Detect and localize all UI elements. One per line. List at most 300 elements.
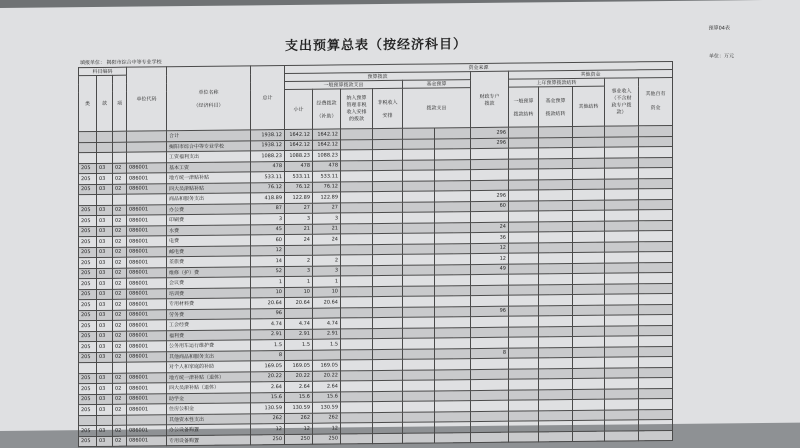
unit-code-cell: 086001 <box>127 236 167 247</box>
subtotal-cell <box>285 245 313 256</box>
unit-name-cell: 地方统一津贴补贴 <box>167 172 251 183</box>
subtotal-cell: 24 <box>285 234 313 245</box>
fund-budget2-cell <box>539 242 573 253</box>
unit-code-cell: 086001 <box>127 404 167 415</box>
header-xiang: 项 <box>113 75 127 131</box>
fund-expense-cell <box>435 275 471 286</box>
subtotal-cell <box>285 350 313 361</box>
unit-name-cell: 办公设备购置 <box>167 424 251 435</box>
unit-name-cell: 办公费 <box>167 203 251 214</box>
total-cell: 12 <box>251 424 285 435</box>
xiang-cell <box>113 152 127 163</box>
unit-code-cell <box>127 141 167 152</box>
header-fund-budget2 <box>539 87 573 127</box>
total-cell: 20.22 <box>251 371 285 382</box>
income-included-cell <box>341 318 373 329</box>
fund-budget-cell <box>403 180 435 191</box>
kuan-cell: 03 <box>97 310 113 321</box>
header-nontax-other <box>373 88 403 128</box>
fiscal-special-cell <box>471 337 509 348</box>
regular-funds-cell: 533.11 <box>313 171 341 182</box>
reporting-unit-value: 揭阳市综合中等专业学校 <box>106 59 162 66</box>
nontax-cell <box>373 370 403 381</box>
fund-expense-cell <box>435 338 471 349</box>
other-income-cell <box>639 346 673 357</box>
fiscal-special-cell <box>471 411 509 422</box>
unit-name-cell: 基本工资 <box>167 161 251 172</box>
fund-expense-cell <box>435 170 471 181</box>
xiang-cell: 02 <box>113 257 127 268</box>
income-included-cell <box>341 181 373 192</box>
business-income-cell <box>605 157 639 168</box>
total-cell: 8 <box>251 350 285 361</box>
other-balance-cell <box>573 137 605 148</box>
fiscal-special-cell <box>471 379 509 390</box>
fund-budget-cell <box>403 275 435 286</box>
income-included-cell <box>341 223 373 234</box>
fund-budget2-cell <box>539 200 573 211</box>
xiang-cell: 02 <box>113 373 127 384</box>
kuan-cell: 03 <box>97 236 113 247</box>
unit-code-cell: 086001 <box>127 309 167 320</box>
nontax-cell <box>373 401 403 412</box>
header-fund-expense: 拨款支出 <box>403 88 471 129</box>
other-income-cell <box>639 251 673 262</box>
fund-budget2-cell <box>539 295 573 306</box>
other-income-cell <box>639 157 673 168</box>
nontax-cell <box>373 244 403 255</box>
fund-budget2-cell <box>539 158 573 169</box>
total-cell: 10 <box>251 287 285 298</box>
other-income-cell <box>639 262 673 273</box>
fund-budget2-cell <box>539 284 573 295</box>
business-income-cell <box>605 388 639 399</box>
fiscal-special-cell: 296 <box>471 127 509 138</box>
nontax-cell <box>373 170 403 181</box>
fund-budget-cell <box>403 359 435 370</box>
income-included-cell <box>341 286 373 297</box>
class-cell: 205 <box>79 278 97 289</box>
unit-name-cell: 水费 <box>167 224 251 235</box>
fiscal-special-cell: 12 <box>471 253 509 264</box>
class-cell: 205 <box>79 205 97 216</box>
fund-budget2-cell <box>539 316 573 327</box>
kuan-cell: 03 <box>97 436 113 447</box>
unit-name-cell: 对个人和家庭的补助 <box>167 361 251 372</box>
general-budget2-cell <box>509 400 539 411</box>
fund-budget-cell <box>403 306 435 317</box>
class-cell: 205 <box>79 425 97 436</box>
unit-code-cell <box>127 152 167 163</box>
fund-budget-cell <box>403 254 435 265</box>
nontax-cell <box>373 265 403 276</box>
general-budget2-cell <box>509 295 539 306</box>
total-cell: 1.5 <box>251 340 285 351</box>
income-included-cell <box>341 192 373 203</box>
subtotal-cell: 20.22 <box>285 371 313 382</box>
unit-name-cell: 邮电费 <box>167 245 251 256</box>
general-budget2-cell <box>509 368 539 379</box>
class-cell <box>79 415 97 426</box>
subtotal-cell: 2.91 <box>285 329 313 340</box>
header-all-funds: 资金来源 <box>285 61 673 73</box>
total-cell: 14 <box>251 256 285 267</box>
unit-code-cell: 086001 <box>127 330 167 341</box>
class-cell: 205 <box>79 404 97 415</box>
subtotal-cell: 1642.12 <box>285 140 313 151</box>
other-balance-cell <box>573 242 605 253</box>
business-income-cell <box>605 252 639 263</box>
business-income-cell <box>605 315 639 326</box>
xiang-cell: 02 <box>113 205 127 216</box>
unit-name-cell: 公务用车运行维护费 <box>167 340 251 351</box>
kuan-cell <box>97 194 113 205</box>
header-income-included <box>341 89 373 129</box>
other-balance-cell <box>573 158 605 169</box>
class-cell: 205 <box>79 394 97 405</box>
income-included-cell <box>341 433 373 444</box>
total-cell: 169.05 <box>251 361 285 372</box>
unit-code-cell: 086001 <box>127 320 167 331</box>
fiscal-special-cell <box>471 211 509 222</box>
unit-name-cell: 四大员津贴补贴 <box>167 182 251 193</box>
business-income-cell <box>605 241 639 252</box>
other-balance-cell <box>573 294 605 305</box>
other-income-cell <box>639 335 673 346</box>
unit-code-cell: 086001 <box>127 225 167 236</box>
regular-funds-cell: 20.22 <box>313 370 341 381</box>
regular-funds-cell: 122.89 <box>313 192 341 203</box>
nontax-cell <box>373 391 403 402</box>
subtotal-cell: 4.74 <box>285 318 313 329</box>
other-balance-cell <box>573 420 605 431</box>
fiscal-special-cell <box>471 400 509 411</box>
header-regular-funds-text: 经费拨款 <box>316 99 337 107</box>
fund-budget-cell <box>403 233 435 244</box>
header-other-income-2: 资金 <box>650 105 661 112</box>
xiang-cell: 02 <box>113 289 127 300</box>
fund-budget-cell <box>403 138 435 149</box>
header-fiscal-special-sub: 拨款 <box>484 100 495 107</box>
kuan-cell: 03 <box>97 268 113 279</box>
unit-code-cell: 086001 <box>127 215 167 226</box>
fund-budget-cell <box>403 170 435 181</box>
income-included-cell <box>341 349 373 360</box>
other-income-cell <box>639 146 673 157</box>
regular-funds-cell: 20.64 <box>313 297 341 308</box>
regular-funds-cell: 1088.23 <box>313 150 341 161</box>
xiang-cell <box>113 415 127 426</box>
other-balance-cell <box>573 305 605 316</box>
class-cell <box>79 362 97 373</box>
header-general-budget2-text: 一般预算 <box>513 97 534 105</box>
regular-funds-cell: 27 <box>313 202 341 213</box>
unit-name-cell: 住房公积金 <box>167 403 251 414</box>
class-cell: 205 <box>79 226 97 237</box>
unit-name-cell: 地方统一津补贴（退休） <box>167 371 251 382</box>
unit-code-cell: 086001 <box>127 162 167 173</box>
class-cell: 205 <box>79 289 97 300</box>
total-cell: 533.11 <box>251 172 285 183</box>
other-balance-cell <box>573 347 605 358</box>
subtotal-cell: 3 <box>285 213 313 224</box>
fiscal-special-cell: 96 <box>471 306 509 317</box>
other-balance-cell <box>573 410 605 421</box>
fund-expense-cell <box>435 191 471 202</box>
income-included-cell <box>341 265 373 276</box>
regular-funds-cell: 24 <box>313 234 341 245</box>
class-cell <box>79 142 97 153</box>
fund-expense-cell <box>435 411 471 422</box>
general-budget2-cell <box>509 169 539 180</box>
subtotal-cell: 169.05 <box>285 360 313 371</box>
fiscal-special-cell <box>471 169 509 180</box>
general-budget2-cell <box>509 137 539 148</box>
general-budget2-cell <box>509 347 539 358</box>
kuan-cell: 03 <box>97 215 113 226</box>
nontax-cell <box>373 233 403 244</box>
header-fiscal-special-text: 财政专户 <box>479 93 500 100</box>
income-included-cell <box>341 360 373 371</box>
unit-code-cell: 086001 <box>127 383 167 394</box>
other-income-cell <box>639 272 673 283</box>
kuan-cell: 03 <box>97 299 113 310</box>
header-other-balance: 其他结转 <box>573 86 605 126</box>
page-title: 支出预算总表（按经济科目） <box>285 37 468 55</box>
income-included-cell <box>341 423 373 434</box>
header-unit-code: 单位代码 <box>127 67 167 131</box>
other-income-cell <box>639 136 673 147</box>
unit-name-cell: 专用设备购置 <box>167 434 251 445</box>
kuan-cell: 03 <box>97 184 113 195</box>
unit-name-cell: 印刷费 <box>167 214 251 225</box>
regular-funds-cell: 1642.12 <box>313 129 341 140</box>
header-nontax-other-text: 非税收入 <box>377 99 398 106</box>
other-income-cell <box>639 283 673 294</box>
total-cell: 76.12 <box>251 182 285 193</box>
fund-expense-cell <box>435 296 471 307</box>
header-business-income-2: （不含财 <box>611 94 632 102</box>
business-income-cell <box>605 231 639 242</box>
header-general-budget: 一般预算拨款支出 <box>285 80 403 89</box>
nontax-cell <box>373 338 403 349</box>
business-income-cell <box>605 283 639 294</box>
xiang-cell: 02 <box>113 341 127 352</box>
subtotal-cell: 76.12 <box>285 182 313 193</box>
header-other-income <box>639 77 673 125</box>
budget-table <box>78 61 673 447</box>
class-cell: 205 <box>79 163 97 174</box>
business-income-cell <box>605 357 639 368</box>
total-cell: 1088.23 <box>251 151 285 162</box>
fund-budget-cell <box>403 191 435 202</box>
other-balance-cell <box>573 263 605 274</box>
total-cell: 2.91 <box>251 329 285 340</box>
fund-budget2-cell <box>539 337 573 348</box>
class-cell: 205 <box>79 310 97 321</box>
unit-code-cell: 086001 <box>127 393 167 404</box>
subtotal-cell: 1.5 <box>285 339 313 350</box>
unit-name-cell: 劳务费 <box>167 308 251 319</box>
total-cell: 250 <box>251 434 285 445</box>
other-balance-cell <box>573 389 605 400</box>
fund-expense-cell <box>435 128 471 139</box>
fund-expense-cell <box>435 264 471 275</box>
fund-expense-cell <box>435 432 471 443</box>
other-income-cell <box>639 199 673 210</box>
business-income-cell <box>605 304 639 315</box>
unit-code-cell: 086001 <box>127 341 167 352</box>
business-income-cell <box>605 409 639 420</box>
kuan-cell: 03 <box>97 289 113 300</box>
nontax-cell <box>373 149 403 160</box>
fund-expense-cell <box>435 201 471 212</box>
unit-name-cell: 四大员津补贴（退休） <box>167 382 251 393</box>
xiang-cell: 02 <box>113 236 127 247</box>
fiscal-special-cell: 8 <box>471 348 509 359</box>
fund-budget2-cell <box>539 263 573 274</box>
budget-table-body <box>79 125 673 446</box>
other-income-cell <box>639 409 673 420</box>
general-budget2-cell <box>509 326 539 337</box>
general-budget2-cell <box>509 263 539 274</box>
income-included-cell <box>341 307 373 318</box>
fiscal-special-cell <box>471 159 509 170</box>
general-budget2-cell <box>509 421 539 432</box>
fund-budget2-cell <box>539 410 573 421</box>
kuan-cell: 03 <box>97 373 113 384</box>
total-cell: 2.64 <box>251 382 285 393</box>
header-subject-code: 科目编码 <box>79 67 127 76</box>
xiang-cell: 02 <box>113 226 127 237</box>
fiscal-special-cell <box>471 180 509 191</box>
other-income-cell <box>639 125 673 136</box>
regular-funds-cell: 4.74 <box>313 318 341 329</box>
unit-code-cell: 086001 <box>127 204 167 215</box>
nontax-cell <box>373 139 403 150</box>
other-balance-cell <box>573 284 605 295</box>
nontax-cell <box>373 328 403 339</box>
total-cell: 1 <box>251 277 285 288</box>
fund-budget-cell <box>403 411 435 422</box>
xiang-cell: 02 <box>113 404 127 415</box>
kuan-cell: 03 <box>97 425 113 436</box>
header-econ-subject: （经济科目） <box>193 102 224 109</box>
other-balance-cell <box>573 357 605 368</box>
fund-budget2-cell <box>539 379 573 390</box>
fund-expense-cell <box>435 243 471 254</box>
fund-budget-cell <box>403 296 435 307</box>
unit-name-cell: 维修（护）费 <box>167 266 251 277</box>
general-budget2-cell <box>509 410 539 421</box>
general-budget2-cell <box>509 221 539 232</box>
total-cell: 4.74 <box>251 319 285 330</box>
other-balance-cell <box>573 221 605 232</box>
general-budget2-cell <box>509 389 539 400</box>
other-income-cell <box>639 325 673 336</box>
header-income-included-2: 管理非税 <box>346 101 367 108</box>
header-other-income-1: 其他自有 <box>645 91 666 98</box>
header-budget-appropriation: 预算拨款 <box>285 72 471 82</box>
total-cell: 87 <box>251 203 285 214</box>
income-included-cell <box>341 234 373 245</box>
kuan-cell: 03 <box>97 394 113 405</box>
fund-budget2-cell <box>539 232 573 243</box>
fund-budget-cell <box>403 380 435 391</box>
header-appropriation-balance2: 拨款结转 <box>545 110 566 117</box>
income-included-cell <box>341 160 373 171</box>
subtotal-cell: 250 <box>285 434 313 445</box>
nontax-cell <box>373 317 403 328</box>
fiscal-special-cell: 36 <box>471 232 509 243</box>
total-cell: 418.89 <box>251 193 285 204</box>
class-cell <box>79 131 97 142</box>
unit-name-cell: 工会经费 <box>167 319 251 330</box>
income-included-cell <box>341 391 373 402</box>
unit-name-cell: 福利费 <box>167 329 251 340</box>
nontax-cell <box>373 422 403 433</box>
other-income-cell <box>639 314 673 325</box>
regular-funds-cell: 478 <box>313 160 341 171</box>
unit-name-cell: 会议费 <box>167 277 251 288</box>
header-income-included-3: 收入安排 <box>346 108 367 115</box>
regular-funds-cell <box>313 349 341 360</box>
fund-budget-cell <box>403 212 435 223</box>
class-cell: 205 <box>79 215 97 226</box>
nontax-cell <box>373 254 403 265</box>
unit-code-cell: 086001 <box>127 372 167 383</box>
other-income-cell <box>639 188 673 199</box>
kuan-cell: 03 <box>97 205 113 216</box>
fund-expense-cell <box>435 306 471 317</box>
unit-code-cell: 086001 <box>127 425 167 436</box>
fiscal-special-cell: 24 <box>471 222 509 233</box>
header-regular-funds <box>313 89 341 129</box>
fund-budget-cell <box>403 159 435 170</box>
header-income-included-1: 纳入预算 <box>346 94 367 101</box>
fund-budget-cell <box>403 422 435 433</box>
fund-budget-cell <box>403 348 435 359</box>
nontax-cell <box>373 191 403 202</box>
kuan-cell <box>97 415 113 426</box>
fund-budget2-cell <box>539 127 573 138</box>
business-income-cell <box>605 147 639 158</box>
fund-expense-cell <box>435 359 471 370</box>
other-income-cell <box>639 220 673 231</box>
xiang-cell <box>113 142 127 153</box>
form-number: 预算04表 <box>708 25 730 32</box>
header-business-income-4: 款） <box>616 108 627 116</box>
fund-expense-cell <box>435 212 471 223</box>
business-income-cell <box>605 126 639 137</box>
nontax-cell <box>373 412 403 423</box>
general-budget2-cell <box>509 158 539 169</box>
general-budget2-cell <box>509 242 539 253</box>
kuan-cell: 03 <box>97 226 113 237</box>
general-budget2-cell <box>509 305 539 316</box>
fund-budget-cell <box>403 401 435 412</box>
header-subtotal: 小计 <box>285 89 313 129</box>
other-income-cell <box>639 209 673 220</box>
unit-code-cell: 086001 <box>127 351 167 362</box>
unit-code-cell: 086001 <box>127 183 167 194</box>
class-cell: 205 <box>79 173 97 184</box>
nontax-cell <box>373 286 403 297</box>
xiang-cell: 02 <box>113 268 127 279</box>
kuan-cell: 03 <box>97 247 113 258</box>
class-cell: 205 <box>79 320 97 331</box>
fund-expense-cell <box>435 159 471 170</box>
